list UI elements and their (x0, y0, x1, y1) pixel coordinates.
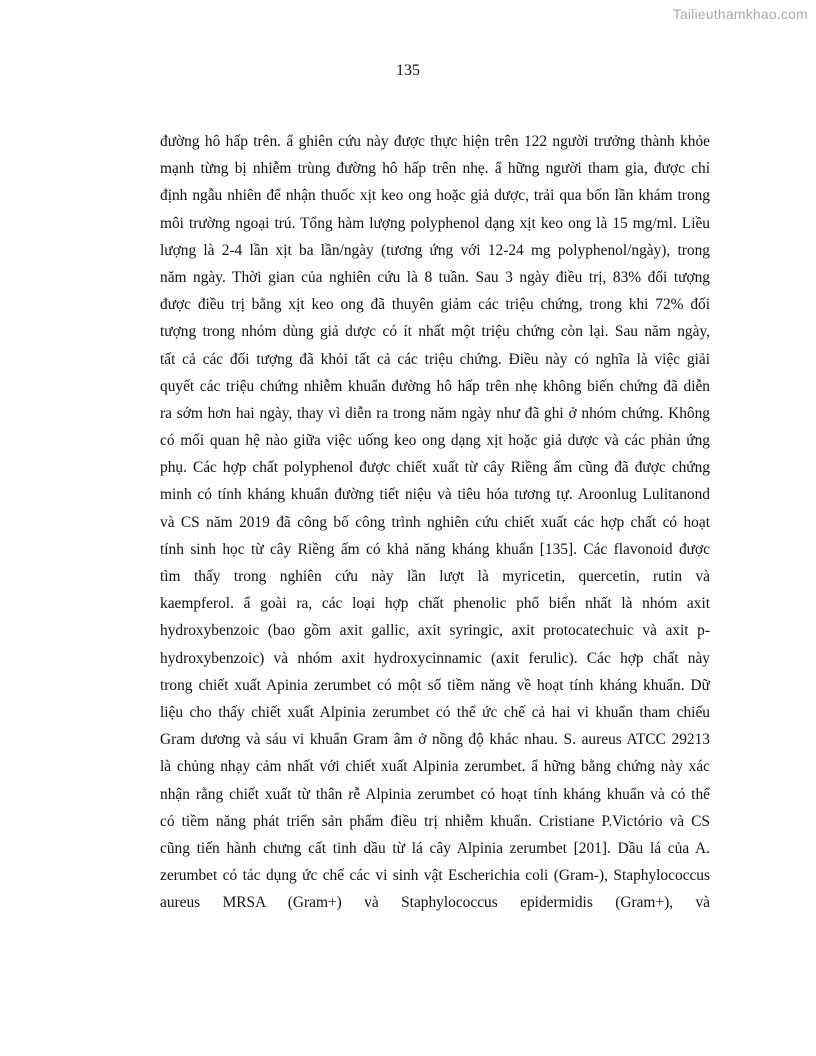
page-number: 135 (396, 62, 420, 79)
text-line: tính sinh học từ cây Riềng ấm có khả năng kháng khuẩn [135]. Các flavonoid được (160, 540, 710, 558)
text-line: Gram dương và sáu vi khuẩn Gram âm ở nồng độ khác nhau. S. aureus ATCC 29213 (160, 731, 710, 749)
text-line: nhận rằng chiết xuất từ thân rễ Alpinia zerumbet có hoạt tính kháng khuẩn và có thể (160, 785, 710, 803)
text-line: có mối quan hệ nào giữa việc uống keo ong dạng xịt hoặc giả dược và các phản ứng (160, 432, 710, 450)
text-line: minh có tính kháng khuẩn đường tiết niệu và tiêu hóa tương tự. Aroonlug Lulitanond (160, 486, 710, 504)
text-line: liệu cho thấy chiết xuất Alpinia zerumbet có thể ức chế cả hai vi khuẩn tham chiếu (160, 703, 710, 721)
watermark: Tailieuthamkhao.com (672, 6, 808, 22)
text-line: và CS năm 2019 đã công bố công trình nghiên cứu chiết xuất các hợp chất có hoạt (160, 513, 710, 531)
text-line: định ngẫu nhiên để nhận thuốc xịt keo ong hoặc giả dược, trải qua bốn lần khám trong (160, 187, 710, 205)
text-line: lượng là 2-4 lần xịt ba lần/ngày (tương ứng với 12-24 mg polyphenol/ngày), trong (160, 241, 710, 259)
text-line: trong chiết xuất Apinia zerumbet có một số tiềm năng về hoạt tính kháng khuẩn. Dữ (160, 676, 710, 694)
text-line: tượng trong nhóm dùng giả dược có ít nhất một triệu chứng còn lại. Sau năm ngày, (160, 323, 710, 341)
text-line: môi trường ngoại trú. Tổng hàm lượng polyphenol dạng xịt keo ong là 15 mg/ml. Liều (160, 214, 710, 232)
text-line: quyết các triệu chứng nhiễm khuẩn đường hô hấp trên nhẹ không biến chứng đã diễn (160, 377, 710, 395)
text-line: cũng tiến hành chưng cất tinh dầu từ lá cây Alpinia zerumbet [201]. Dầu lá của A. (160, 839, 710, 857)
text-line: được điều trị bằng xịt keo ong đã thuyên giảm các triệu chứng, trong khi 72% đối (160, 296, 710, 314)
text-line: là chủng nhạy cảm nhất với chiết xuất Alpinia zerumbet. ẩ hững bằng chứng này xác (160, 758, 710, 776)
text-line: aureus MRSA (Gram+) và Staphylococcus epidermidis (Gram+), và (160, 894, 710, 912)
text-line: đường hô hấp trên. ẩ ghiên cứu này được thực hiện trên 122 người trưởng thành khỏe (160, 133, 710, 150)
text-line: hydroxybenzoic (bao gồm axit gallic, axit syringic, axit protocatechuic và axit p- (160, 622, 710, 640)
body-paragraph (160, 128, 710, 916)
text-line: có tiềm năng phát triển sản phẩm điều trị nhiễm khuẩn. Cristiane P.Victório và CS (160, 812, 710, 830)
text-line: mạnh từng bị nhiễm trùng đường hô hấp trên nhẹ. ẩ hững người tham gia, được chỉ (160, 160, 710, 178)
text-line: kaempferol. ẩ goài ra, các loại hợp chất phenolic phổ biến nhất là nhóm axit (160, 595, 710, 613)
text-line: tìm thấy trong nghiên cứu này lần lượt là myricetin, quercetin, rutin và (160, 568, 710, 585)
text-line: năm ngày. Thời gian của nghiên cứu là 8 tuần. Sau 3 ngày điều trị, 83% đối tượng (160, 268, 710, 286)
text-line: zerumbet có tác dụng ức chế các vi sinh vật Escherichia coli (Gram-), Staphylococcus (160, 867, 710, 885)
text-line: phụ. Các hợp chất polyphenol được chiết xuất từ cây Riềng ấm cũng đã được chứng (160, 459, 710, 477)
text-line: hydroxybenzoic) và nhóm axit hydroxycinnamic (axit ferulic). Các hợp chất này (160, 649, 710, 667)
text-line: tất cả các đối tượng đã khỏi tất cả các triệu chứng. Điều này có nghĩa là việc giải (160, 350, 710, 368)
text-line: ra sớm hơn hai ngày, thay vì diễn ra trong năm ngày như đã ghi ở nhóm chứng. Không (160, 404, 710, 422)
